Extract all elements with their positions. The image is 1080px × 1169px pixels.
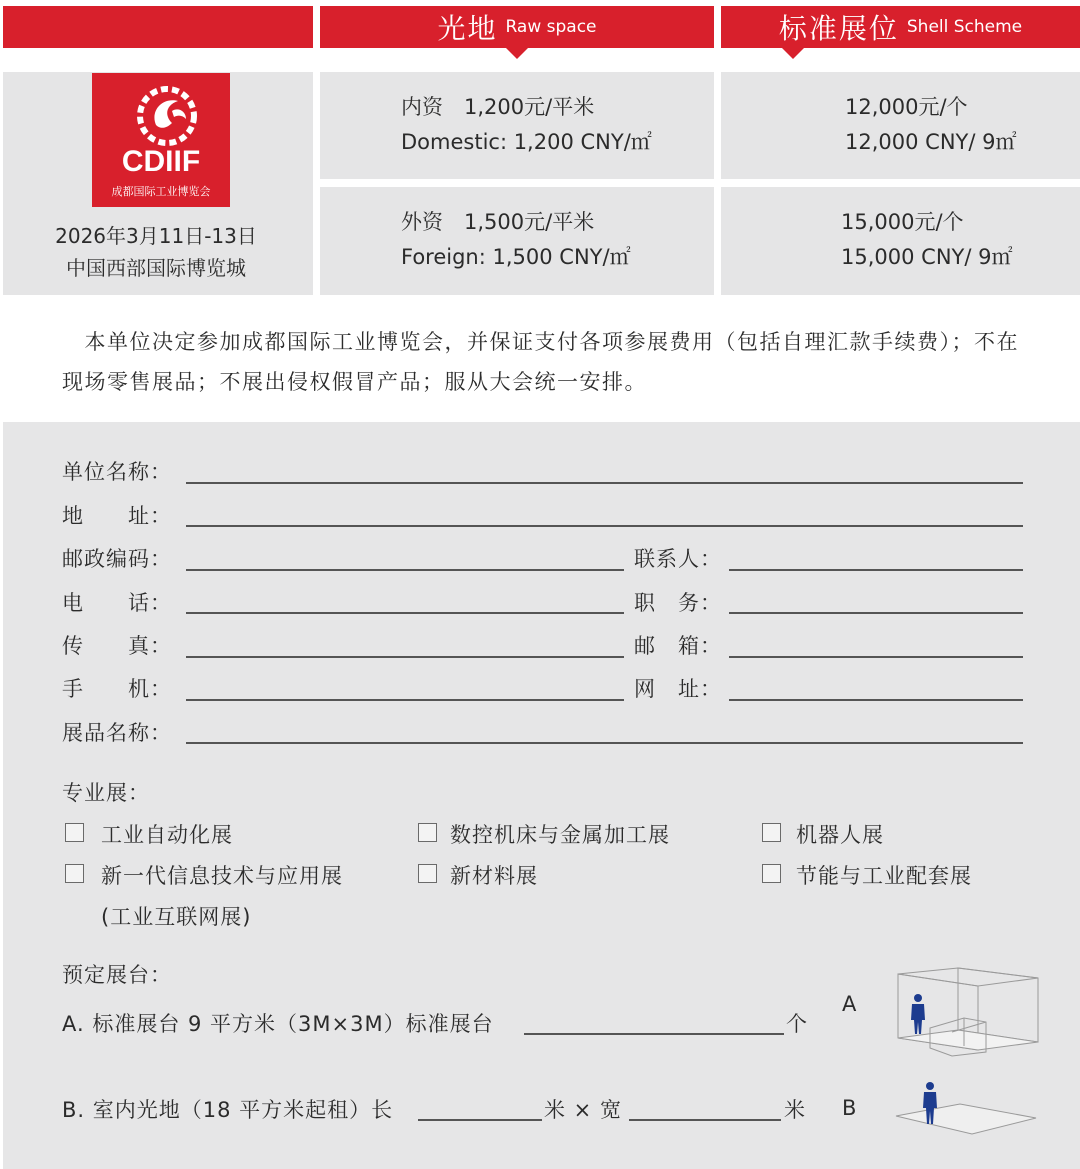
header-left-bar (3, 6, 313, 48)
domestic-shell-cell (721, 72, 1080, 179)
sections-label: 专业展： (62, 781, 150, 805)
foreign-raw-zh: 外资 1,500元/平米 (401, 210, 595, 234)
option-cnc-metal: 数控机床与金属加工展 (450, 823, 670, 847)
header-notch (505, 47, 529, 59)
header-raw-space (320, 6, 714, 48)
option-robot: 机器人展 (796, 823, 884, 847)
foreign-raw-en: Foreign: 1,500 CNY/㎡ (401, 245, 631, 269)
raw-space-en: Raw space (505, 17, 597, 37)
company-field[interactable] (186, 482, 1023, 484)
raw-space-illustration (890, 1078, 1040, 1150)
event-date: 2026年3月11日-13日 (55, 224, 257, 248)
website-label: 网 址： (634, 677, 722, 701)
booking-a-unit: 个 (786, 1012, 808, 1036)
shell-zh: 标准展位 (778, 12, 899, 45)
booking-a-quantity-field[interactable] (524, 1033, 784, 1035)
address-label: 地 址： (62, 504, 172, 528)
option-energy: 节能与工业配套展 (796, 864, 972, 888)
website-field[interactable] (729, 699, 1023, 701)
contact-field[interactable] (729, 569, 1023, 571)
email-field[interactable] (729, 656, 1023, 658)
mobile-label: 手 机： (62, 677, 172, 701)
cdiif-logo (92, 73, 230, 207)
shell-booth-illustration (890, 962, 1044, 1074)
booking-b-mid: 米 × 宽 (544, 1098, 622, 1122)
booking-b-unit: 米 (784, 1098, 806, 1122)
domestic-shell-zh: 12,000元/个 (845, 95, 968, 119)
raw-space-zh: 光地 (437, 12, 498, 45)
address-field[interactable] (186, 525, 1023, 527)
logo-text: CDIIF (121, 145, 201, 178)
option-it-note: (工业互联网展) (101, 905, 252, 929)
participation-statement: 本单位决定参加成都国际工业博览会，并保证支付各项参展费用（包括自理汇款手续费）；不在现场零售展品；不展出侵权假冒产品；服从大会统一安排。 (62, 330, 1019, 394)
domestic-raw-zh: 内资 1,200元/平米 (401, 95, 595, 119)
phone-label: 电 话： (62, 591, 172, 615)
mobile-field[interactable] (186, 699, 624, 701)
booking-a-tag: A (842, 992, 858, 1016)
company-label: 单位名称： (62, 460, 172, 484)
header-shell-scheme (721, 6, 1080, 48)
booking-a-text: A. 标准展台 9 平方米（3M×3M）标准展台 (62, 1012, 494, 1036)
booking-b-length-field[interactable] (418, 1119, 542, 1121)
products-field[interactable] (186, 742, 1023, 744)
checkbox-energy[interactable] (762, 864, 781, 883)
postcode-field[interactable] (186, 569, 624, 571)
header-notch (781, 47, 805, 59)
booking-b-tag: B (842, 1096, 858, 1120)
checkbox-cnc-metal[interactable] (418, 823, 437, 842)
shell-en: Shell Scheme (906, 17, 1023, 37)
gear-swirl-icon (136, 85, 198, 147)
domestic-raw-en: Domestic: 1,200 CNY/㎡ (401, 130, 652, 154)
postcode-label: 邮政编码： (62, 547, 172, 571)
position-field[interactable] (729, 612, 1023, 614)
contact-label: 联系人： (634, 547, 722, 571)
logo-subtext: 成都国际工业博览会 (111, 185, 211, 198)
event-venue: 中国西部国际博览城 (66, 256, 246, 280)
foreign-shell-zh: 15,000元/个 (841, 210, 964, 234)
checkbox-robot[interactable] (762, 823, 781, 842)
foreign-shell-cell (721, 187, 1080, 295)
fax-label: 传 真： (62, 634, 172, 658)
booking-label: 预定展台： (62, 963, 172, 987)
phone-field[interactable] (186, 612, 624, 614)
checkbox-new-materials[interactable] (418, 864, 437, 883)
person-icon (911, 994, 925, 1034)
booking-b-text: B. 室内光地（18 平方米起租）长 (62, 1098, 394, 1122)
option-it: 新一代信息技术与应用展 (101, 864, 343, 888)
option-new-materials: 新材料展 (450, 864, 538, 888)
domestic-raw-cell (320, 72, 714, 179)
domestic-shell-en: 12,000 CNY/ 9㎡ (845, 130, 1017, 154)
foreign-raw-cell (320, 187, 714, 295)
foreign-shell-en: 15,000 CNY/ 9㎡ (841, 245, 1013, 269)
fax-field[interactable] (186, 656, 624, 658)
checkbox-automation[interactable] (65, 823, 84, 842)
checkbox-it[interactable] (65, 864, 84, 883)
products-label: 展品名称： (62, 721, 172, 745)
booking-b-width-field[interactable] (629, 1119, 781, 1121)
position-label: 职 务： (634, 591, 722, 615)
email-label: 邮 箱： (634, 634, 722, 658)
option-automation: 工业自动化展 (101, 823, 233, 847)
